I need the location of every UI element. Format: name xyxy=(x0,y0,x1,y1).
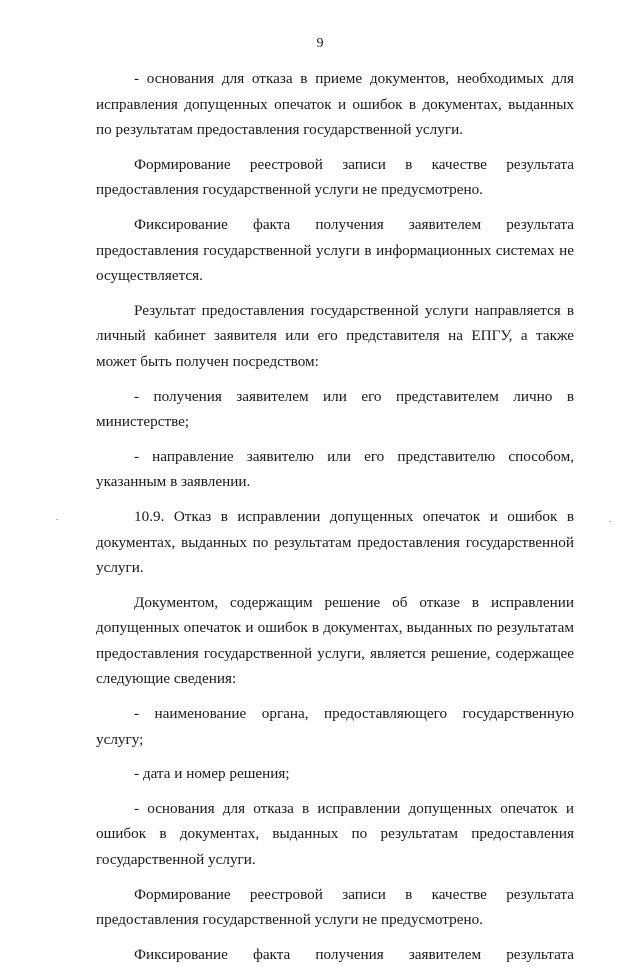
section-heading-10-9: 10.9. Отказ в исправлении допущенных опечаток и ошибок в документах, выданных по результатам предоставления государственной услуги. xyxy=(96,507,574,577)
list-item-authority-name: - наименование органа, предоставляющего государственную услугу; xyxy=(96,705,574,748)
paragraph-refusal-grounds-receipt: - основания для отказа в приеме документов, необходимых для исправления допущенных опечаток и ошибок в документах, выданных по результатам предоставления государственной услуги. xyxy=(96,70,574,139)
paragraph-refusal-document: Документом, содержащим решение об отказе в исправлении допущенных опечаток и ошибок в документах, выданных по результатам предоставления государственной услуги, является решение, содержащее следующие сведения: xyxy=(96,593,574,688)
paragraph-fixation-2: Фиксирование факта получения заявителем результата xyxy=(134,945,574,963)
scan-speck-left xyxy=(56,519,58,520)
list-item-date-number: - дата и номер решения; xyxy=(134,765,290,783)
paragraph-fixation: Фиксирование факта получения заявителем результата предоставления государственной услуги в информационных системах не осуществляется. xyxy=(96,215,574,285)
paragraph-registry-record: Формирование реестровой записи в качестве результата предоставления государственной услуги не предусмотрено. xyxy=(96,155,574,199)
list-item-refusal-grounds-correction: - основания для отказа в исправлении допущенных опечаток и ошибок в документах, выданных по результатам предоставления государственной услуги. xyxy=(96,799,574,869)
scan-speck-right xyxy=(609,521,611,522)
paragraph-delivery-method: - направление заявителю или его представителю способом, указанным в заявлении. xyxy=(96,447,574,491)
page-number: 9 xyxy=(316,36,324,51)
paragraph-registry-record-2: Формирование реестровой записи в качестве результата предоставления государственной услуги не предусмотрено. xyxy=(96,885,574,929)
document-body xyxy=(96,66,574,967)
paragraph-result-delivery: Результат предоставления государственной услуги направляется в личный кабинет заявителя или его представителя на ЕПГУ, а также может быть получен посредством: xyxy=(96,301,574,370)
paragraph-delivery-in-person: - получения заявителем или его представителем лично в министерстве; xyxy=(96,387,574,431)
